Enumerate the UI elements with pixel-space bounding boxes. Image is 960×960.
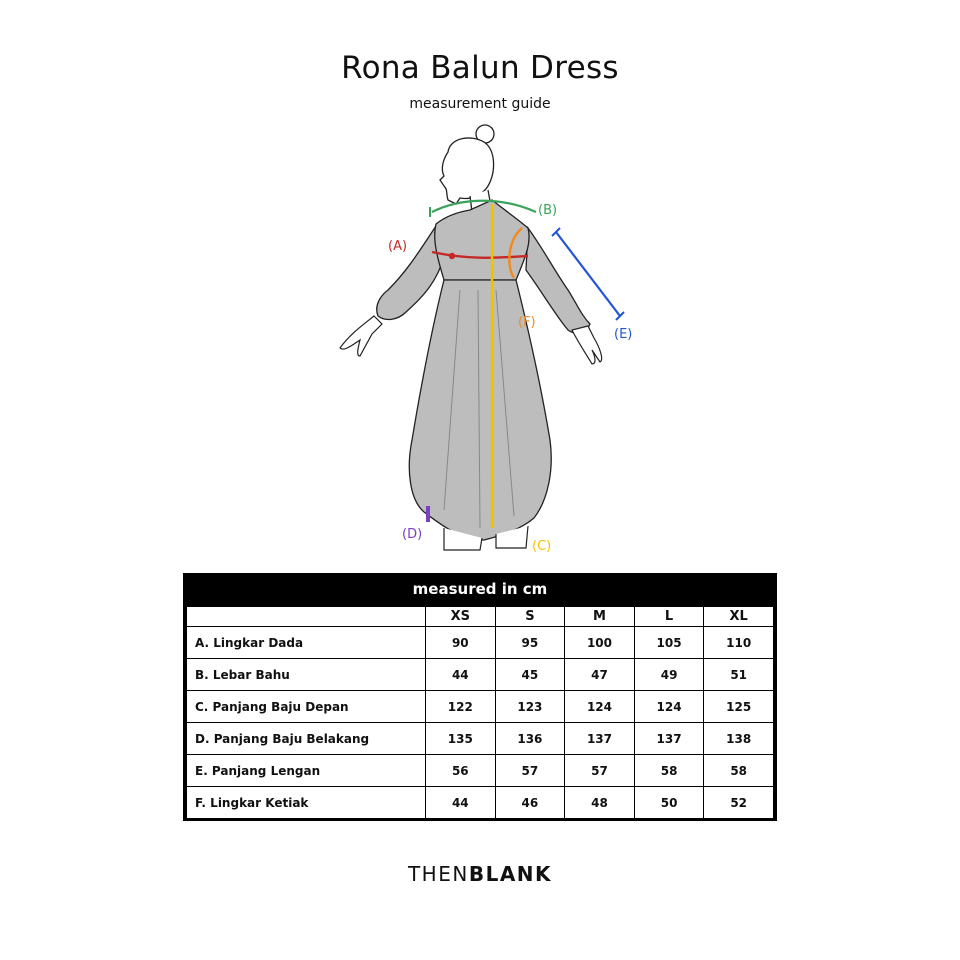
cell-value: 46: [495, 787, 565, 819]
row-label: D. Panjang Baju Belakang: [187, 723, 426, 755]
size-header: XS: [426, 607, 496, 627]
cell-value: 51: [704, 659, 774, 691]
cell-value: 137: [565, 723, 635, 755]
cell-value: 47: [565, 659, 635, 691]
cell-value: 50: [634, 787, 704, 819]
size-table: [186, 606, 774, 819]
table-row: [187, 787, 774, 819]
table-row: [187, 659, 774, 691]
cell-value: 110: [704, 627, 774, 659]
brand-part1: THEN: [407, 862, 469, 886]
brand-logo: [0, 862, 960, 886]
row-label: C. Panjang Baju Depan: [187, 691, 426, 723]
page-title: Rona Balun Dress: [341, 50, 619, 86]
row-label: A. Lingkar Dada: [187, 627, 426, 659]
dress-illustration: [320, 120, 640, 560]
table-row: [187, 755, 774, 787]
dress-figure-svg: [320, 120, 640, 560]
cell-value: 95: [495, 627, 565, 659]
row-label: F. Lingkar Ketiak: [187, 787, 426, 819]
cell-value: 44: [426, 659, 496, 691]
brand-part2: BLANK: [468, 862, 553, 886]
cell-value: 48: [565, 787, 635, 819]
label-f: (F): [518, 315, 536, 330]
table-row: [187, 723, 774, 755]
size-header: L: [634, 607, 704, 627]
cell-value: 57: [495, 755, 565, 787]
cell-value: 136: [495, 723, 565, 755]
cell-value: 45: [495, 659, 565, 691]
cell-value: 52: [704, 787, 774, 819]
cell-value: 105: [634, 627, 704, 659]
cell-value: 122: [426, 691, 496, 723]
bodice: [435, 200, 529, 280]
cell-value: 123: [495, 691, 565, 723]
label-a: (A): [388, 239, 408, 254]
cell-value: 58: [634, 755, 704, 787]
cell-value: 57: [565, 755, 635, 787]
cell-value: 135: [426, 723, 496, 755]
cell-value: 138: [704, 723, 774, 755]
row-label: B. Lebar Bahu: [187, 659, 426, 691]
label-e: (E): [614, 327, 633, 342]
size-header: S: [495, 607, 565, 627]
cell-value: 56: [426, 755, 496, 787]
cell-value: 125: [704, 691, 774, 723]
cell-value: 49: [634, 659, 704, 691]
label-c: (C): [532, 539, 552, 554]
size-header: M: [565, 607, 635, 627]
label-d: (D): [402, 527, 423, 542]
page-subtitle: measurement guide: [409, 96, 551, 112]
table-row: [187, 627, 774, 659]
cell-value: 58: [704, 755, 774, 787]
left-sleeve: [377, 226, 444, 319]
left-hand: [340, 316, 382, 356]
cell-value: 90: [426, 627, 496, 659]
row-label: E. Panjang Lengan: [187, 755, 426, 787]
cell-value: 137: [634, 723, 704, 755]
size-header-row: [187, 607, 774, 627]
size-chart: [183, 573, 777, 821]
cell-value: 44: [426, 787, 496, 819]
size-header: XL: [704, 607, 774, 627]
cell-value: 124: [634, 691, 704, 723]
cell-value: 124: [565, 691, 635, 723]
size-chart-heading: measured in cm: [412, 580, 548, 598]
right-hand: [572, 326, 602, 364]
label-b: (B): [538, 203, 558, 218]
table-row: [187, 691, 774, 723]
cell-value: 100: [565, 627, 635, 659]
size-header-empty: [187, 607, 426, 627]
